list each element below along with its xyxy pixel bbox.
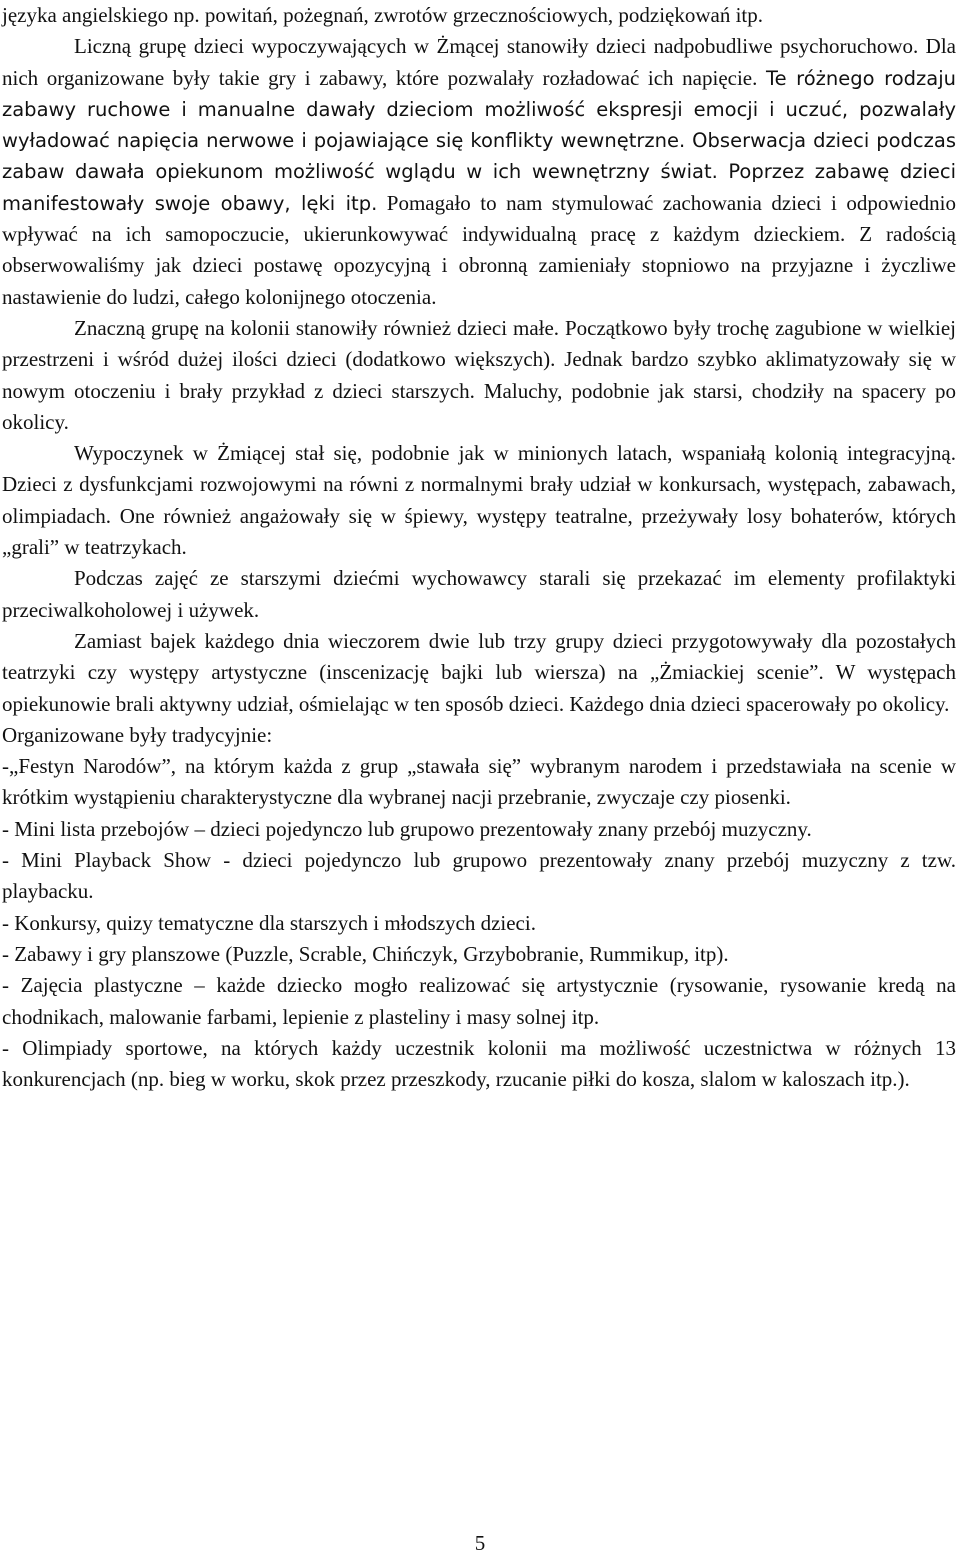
- list-item-gry: - Zabawy i gry planszowe (Puzzle, Scrable, Chińczyk, Grzybobranie, Rummikup, itp).: [2, 941, 729, 966]
- paragraph-stimulation: Pomagało to nam stymulować zachowania dzieci i odpowiednio wpływać na ich samopoczucie, ukierunkowywać indywidualną pracę z każdym dzieckiem. Z radością obserwowaliśmy jak dzieci postawę opozycyjną i obronną zamieniały stopniowo na przyjazne i życzliwe nastawienie do ludzi, całego kolonijnego otoczenia.: [2, 190, 957, 309]
- paragraph-small-children: Znaczną grupę na kolonii stanowiły również dzieci małe. Początkowo były trochę zagubione w wielkiej przestrzeni i wśród dużej ilości dzieci (dodatkowo większych). Jednak bardzo szybko aklimatyzowały się w nowym otoczeniu i brały przykład z dzieci starszych. Maluchy, podobnie jak starsi, chodziły na spacery po okolicy.: [2, 315, 956, 434]
- paragraph-integration: Wypoczynek w Żmiącej stał się, podobnie jak w minionych latach, wspaniałą kolonią integracyjną. Dzieci z dysfunkcjami rozwojowymi na równi z normalnymi brały udział w konkursach, występach, zabawach, olimpiadach. One również angażowały się w śpiewy, występy teatralne, przeżywały losy bohaterów, których „grali” w teatrzykach.: [2, 441, 956, 560]
- paragraph-greetings-continuation: języka angielskiego np. powitań, pożegnań, zwrotów grzecznościowych, podziękowań itp.: [2, 3, 764, 27]
- paragraph-evening-shows: Zamiast bajek każdego dnia wieczorem dwie lub trzy grupy dzieci przygotowywały dla pozostałych teatrzyki czy występy artystyczne (inscenizację bajki lub wiersza) na „Żmiackiej scenie”. W występach opiekunowie brali aktywny udział, ośmielając w ten sposób dzieci. Każdego dnia dzieci spacerowały po okolicy.: [2, 628, 956, 716]
- list-item-festyn: -„Festyn Narodów”, na którym każda z grup „stawała się” wybranym narodem i przedstawiała na scenie w krótkim wystąpieniu charakterystyczne dla wybranej nacji przebranie, zwyczaje czy piosenki.: [2, 754, 956, 810]
- list-item-olimpiady: - Olimpiady sportowe, na których każdy uczestnik kolonii ma możliwość uczestnictwa w różnych 13 konkurencjach (np. bieg w worku, skok przez przeszkody, rzucanie piłki do kosza, slalom w kaloszach itp.).: [2, 1035, 956, 1092]
- paragraph-games-effects: Te różnego rodzaju zabawy ruchowe i manualne dawały dzieciom możliwość ekspresji emocji i uczuć, pozwalały wyładować napięcia nerwowe i pojawiające się konflikty wewnętrzne. Obserwacja dzieci podczas zabaw dawała opiekunom możliwość wglądu w ich wewnętrzny świat. Poprzez zabawę dzieci manifestowały swoje obawy, lęki itp.: [2, 66, 956, 215]
- list-item-konkursy: - Konkursy, quizy tematyczne dla starszych i młodszych dzieci.: [2, 910, 536, 935]
- list-item-playback: - Mini Playback Show - dzieci pojedynczo lub grupowo prezentowały znany przebój muzyczny z tzw. playbacku.: [2, 848, 956, 904]
- list-item-plastyczne: - Zajęcia plastyczne – każde dziecko mogło realizować się artystycznie (rysowanie, rysowanie kredą na chodnikach, malowanie farbami, lepienie z plasteliny i masy solnej itp.: [2, 973, 956, 1029]
- list-item-mini-lista: - Mini lista przebojów – dzieci pojedynczo lub grupowo prezentowały znany przebój muzyczny.: [2, 816, 812, 841]
- paragraph-prevention: Podczas zajęć ze starszymi dziećmi wychowawcy starali się przekazać im elementy profilaktyki przeciwalkoholowej i używek.: [2, 566, 956, 622]
- page-number: 5: [474, 1531, 486, 1555]
- paragraph-hyperactive-children: [2, 31, 956, 313]
- paragraph-hyperactive-text: Liczną grupę dzieci wypoczywających w Żmącej stanowiły dzieci nadpobudliwe psychoruchowo. Dla nich organizowane były takie gry i zabawy, które pozwalały rozładować ich napięcie.: [2, 34, 956, 90]
- list-intro: Organizowane były tradycyjnie:: [2, 722, 273, 747]
